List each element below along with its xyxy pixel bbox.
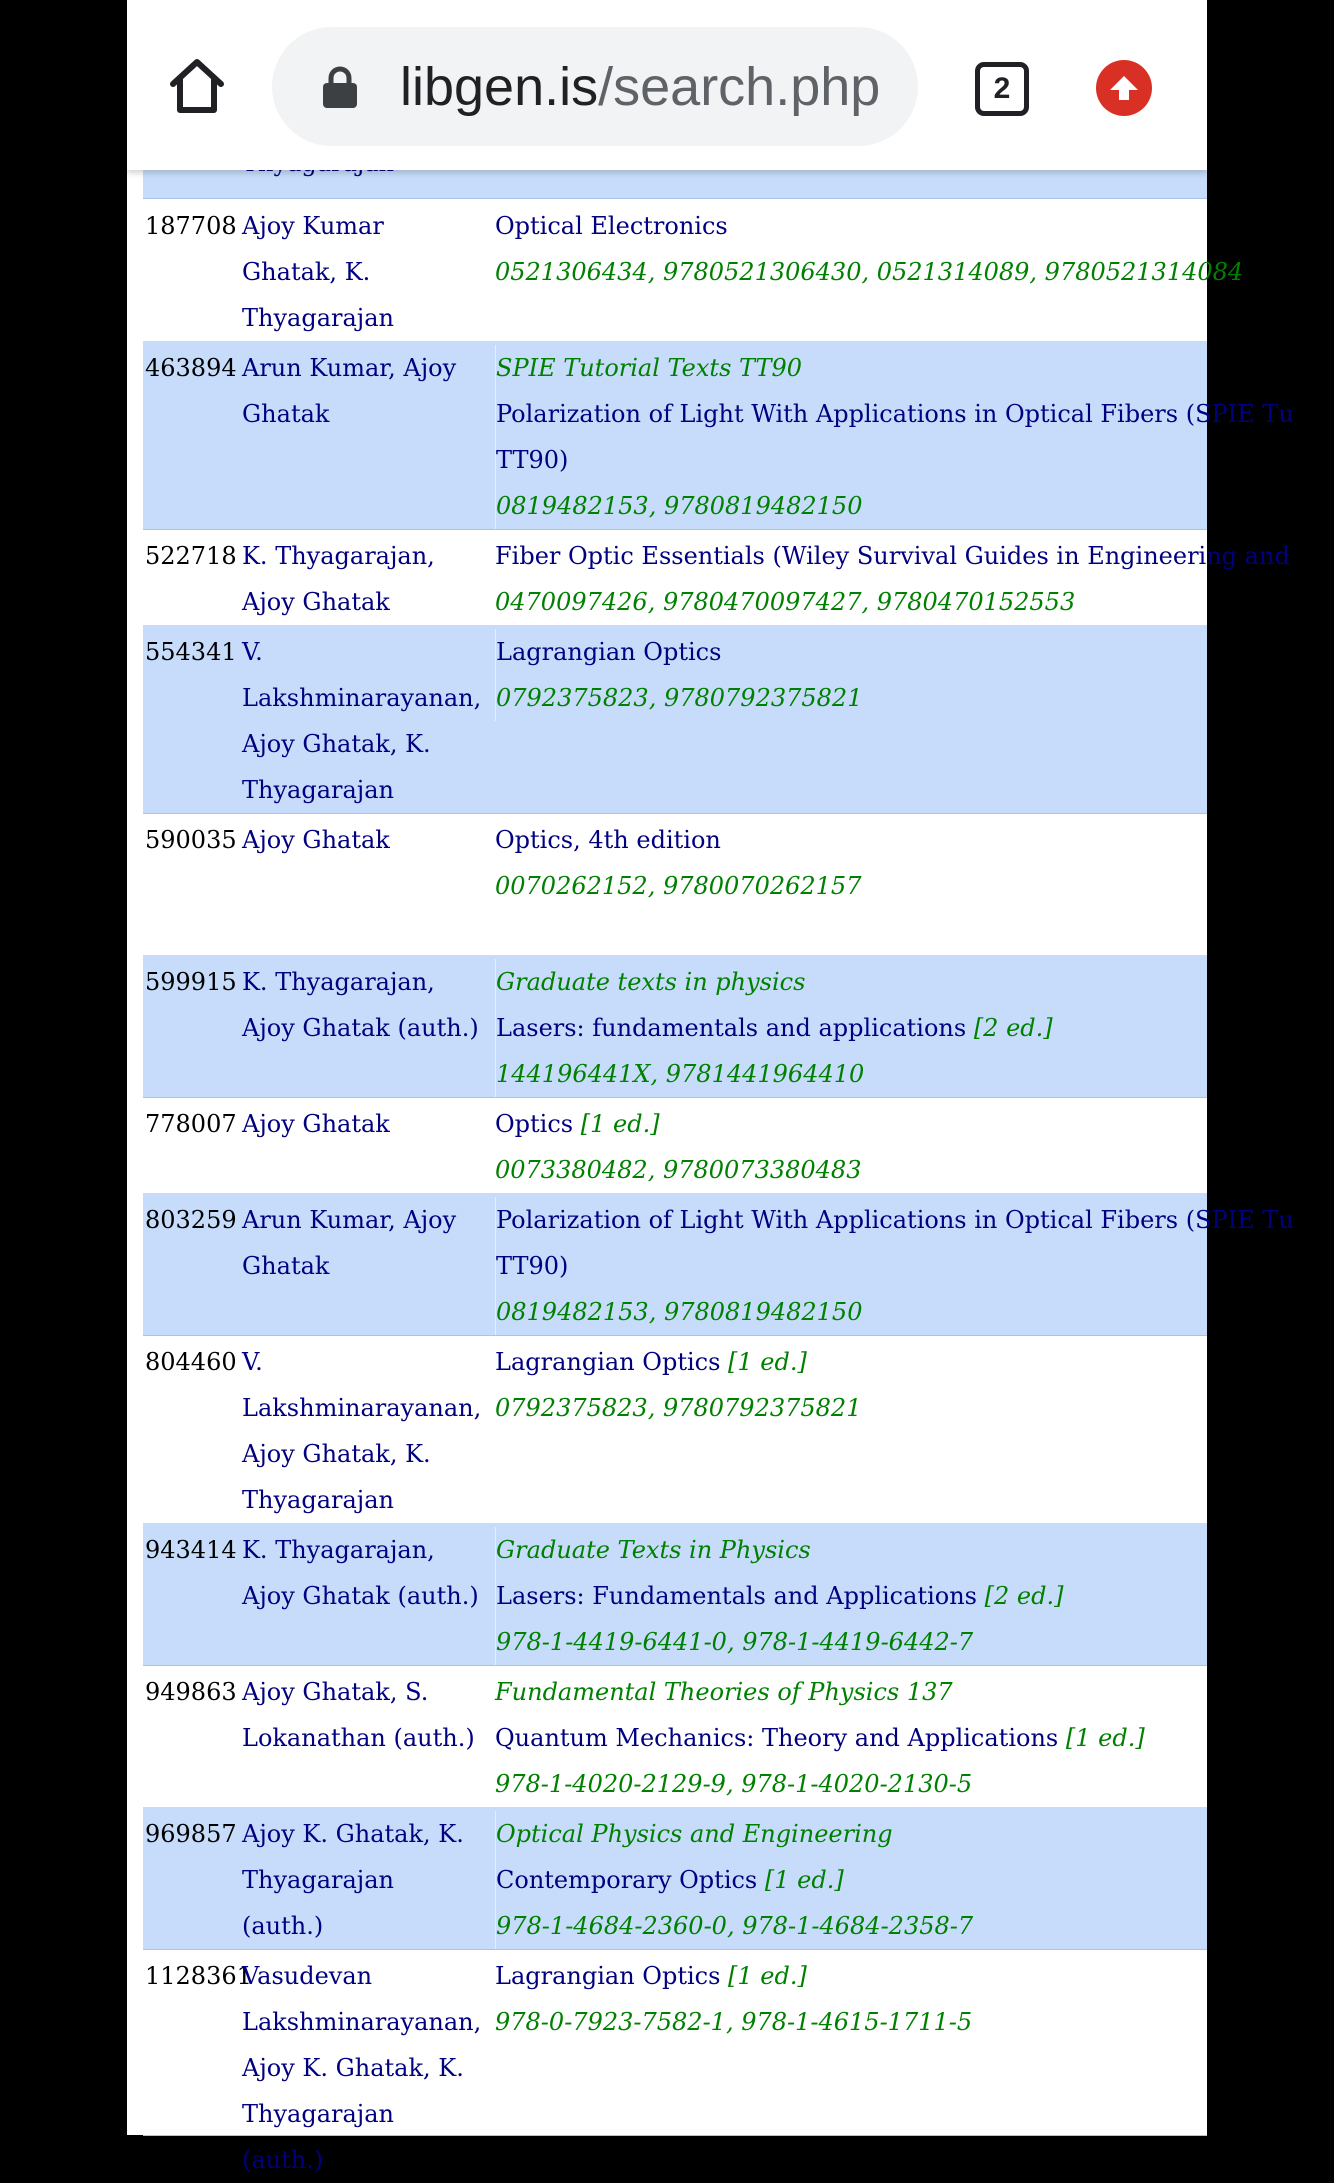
- author-line[interactable]: K. Thyagarajan,: [242, 1536, 435, 1564]
- table-row: [143, 1193, 1294, 1336]
- series-link[interactable]: Graduate Texts in Physics: [496, 1536, 811, 1564]
- title-cell: [495, 959, 1216, 1097]
- book-id: 778007: [145, 1110, 237, 1138]
- author-line[interactable]: V.: [242, 638, 263, 666]
- author-line[interactable]: Lakshminarayanan,: [242, 684, 482, 712]
- isbn-list: 0819482153, 9780819482150: [496, 492, 863, 520]
- table-row: [143, 1523, 1207, 1666]
- title-cell: [495, 533, 1290, 625]
- isbn-list: 0070262152, 9780070262157: [495, 872, 862, 900]
- title-cell: [495, 1527, 1216, 1665]
- author-line[interactable]: Ghatak: [242, 400, 330, 428]
- author-line[interactable]: Ajoy Ghatak (auth.): [242, 1014, 479, 1042]
- book-id: 522718: [145, 542, 237, 570]
- home-button[interactable]: [165, 54, 229, 118]
- author-line[interactable]: Ajoy Ghatak, K.: [242, 730, 431, 758]
- author-line[interactable]: Ghatak: [242, 1252, 330, 1280]
- table-row: [143, 199, 1244, 342]
- table-row: [143, 1665, 1207, 1808]
- table-row: [143, 625, 1207, 814]
- author-links[interactable]: [242, 1669, 482, 1761]
- phone-screen: [127, 0, 1294, 2174]
- table-row: [143, 1335, 1207, 1524]
- book-id: 949863: [145, 1678, 237, 1706]
- author-links[interactable]: [242, 345, 482, 437]
- title-link[interactable]: Fiber Optic Essentials (Wiley Survival Guides in Engineering and: [495, 542, 1290, 570]
- title-link[interactable]: Contemporary Optics: [496, 1866, 758, 1894]
- isbn-list: 0470097426, 9780470097427, 9780470152553: [495, 588, 1076, 616]
- series-link[interactable]: Graduate texts in physics: [496, 968, 806, 996]
- author-line[interactable]: Ajoy Ghatak: [242, 1110, 390, 1138]
- isbn-list: 978-1-4684-2360-0, 978-1-4684-2358-7: [496, 1912, 974, 1940]
- series-link[interactable]: Fundamental Theories of Physics 137: [495, 1678, 953, 1706]
- author-line[interactable]: Thyagarajan (auth.): [242, 1866, 394, 1940]
- author-links[interactable]: [242, 817, 482, 863]
- title-cell: [495, 203, 1244, 295]
- author-line[interactable]: K. Thyagarajan,: [242, 968, 435, 996]
- author-links[interactable]: [242, 1811, 482, 1949]
- author-line[interactable]: Ajoy K. Ghatak, K.: [242, 1820, 464, 1848]
- title-link[interactable]: Lasers: Fundamentals and Applications: [496, 1582, 977, 1610]
- table-row: [143, 1949, 1207, 2174]
- isbn-list: 978-1-4419-6441-0, 978-1-4419-6442-7: [496, 1628, 974, 1656]
- title-link[interactable]: Polarization of Light With Applications in Optical Fibers (SPIE Tu: [496, 400, 1294, 428]
- title-cell: [495, 345, 1294, 529]
- book-id: 804460: [145, 1348, 237, 1376]
- tab-switcher-button[interactable]: 2: [975, 62, 1029, 116]
- author-line[interactable]: Vasudevan: [242, 1962, 373, 1990]
- author-line[interactable]: Ghatak, K.: [242, 258, 371, 286]
- author-line[interactable]: Thyagarajan: [242, 1486, 394, 1514]
- edition-label: [1 ed.]: [728, 1348, 807, 1376]
- isbn-list: 144196441X, 9781441964410: [496, 1060, 865, 1088]
- edition-label: [2 ed.]: [973, 1014, 1053, 1042]
- isbn-list: 0792375823, 9780792375821: [496, 684, 863, 712]
- author-links[interactable]: [242, 533, 482, 625]
- edition-label: [1 ed.]: [1065, 1724, 1145, 1752]
- book-id: 1128361: [145, 1962, 252, 1990]
- title-link[interactable]: Optics: [495, 1110, 574, 1138]
- book-id: 463894: [145, 354, 237, 382]
- author-line[interactable]: Lakshminarayanan,: [242, 2008, 482, 2036]
- title-link[interactable]: Optical Electronics: [495, 212, 728, 240]
- book-id: 599915: [145, 968, 237, 996]
- table-row: [143, 341, 1294, 530]
- author-line[interactable]: Ajoy Ghatak (auth.): [242, 1582, 479, 1610]
- author-line[interactable]: K. Thyagarajan,: [242, 542, 435, 570]
- title-link[interactable]: Polarization of Light With Applications in Optical Fibers (SPIE Tu: [496, 1206, 1294, 1234]
- isbn-list: 0792375823, 9780792375821: [495, 1394, 862, 1422]
- table-row: [143, 529, 1290, 626]
- author-line[interactable]: V.: [242, 1348, 263, 1376]
- book-id: 187708: [145, 212, 237, 240]
- author-links[interactable]: [242, 629, 482, 813]
- title-cell: [495, 1197, 1294, 1335]
- edition-label: [2 ed.]: [984, 1582, 1064, 1610]
- author-links[interactable]: [242, 1953, 482, 2183]
- title-link[interactable]: TT90): [496, 1252, 569, 1280]
- series-link[interactable]: SPIE Tutorial Texts TT90: [496, 354, 803, 382]
- title-cell: [495, 629, 1216, 721]
- title-link[interactable]: Lagrangian Optics: [496, 638, 722, 666]
- title-cell: [495, 1101, 1215, 1193]
- isbn-list: 0819482153, 9780819482150: [496, 1298, 863, 1326]
- author-line[interactable]: Thyagarajan (auth.): [242, 2100, 394, 2174]
- book-id: 969857: [145, 1820, 237, 1848]
- author-links[interactable]: [242, 1527, 482, 1619]
- author-line[interactable]: Thyagarajan: [242, 304, 394, 332]
- author-line[interactable]: Arun Kumar, Ajoy: [242, 1206, 457, 1234]
- author-line[interactable]: Ajoy K. Ghatak, K.: [242, 2054, 464, 2082]
- home-icon: [165, 54, 229, 118]
- title-cell: [495, 1339, 1215, 1431]
- author-line[interactable]: Thyagarajan: [242, 776, 394, 804]
- book-id: 803259: [145, 1206, 237, 1234]
- author-line[interactable]: Ajoy Ghatak, K.: [242, 1440, 431, 1468]
- title-link[interactable]: Lagrangian Optics: [495, 1348, 721, 1376]
- author-line[interactable]: Arun Kumar, Ajoy: [242, 354, 457, 382]
- title-link[interactable]: Quantum Mechanics: Theory and Applications: [495, 1724, 1059, 1752]
- series-link[interactable]: Optical Physics and Engineering: [496, 1820, 893, 1848]
- edition-label: [1 ed.]: [764, 1866, 844, 1894]
- title-link[interactable]: Optics, 4th edition: [495, 826, 721, 854]
- author-line[interactable]: Lokanathan (auth.): [242, 1724, 475, 1752]
- book-id: 554341: [145, 638, 237, 666]
- title-cell: [495, 1953, 1215, 2045]
- title-cell: [495, 1669, 1215, 1807]
- author-links[interactable]: [242, 1197, 482, 1289]
- title-link[interactable]: TT90): [496, 446, 569, 474]
- table-row: [143, 813, 1207, 956]
- lock-icon: [322, 65, 358, 109]
- table-row: [143, 1097, 1207, 1194]
- title-link[interactable]: Lagrangian Optics: [495, 1962, 721, 1990]
- title-cell: [495, 817, 1215, 909]
- author-links[interactable]: [242, 959, 482, 1051]
- author-line[interactable]: Ajoy Ghatak: [242, 588, 390, 616]
- isbn-list: 0521306434, 9780521306430, 0521314089, 9780521314084: [495, 258, 1244, 286]
- browser-toolbar: [127, 0, 1207, 170]
- address-bar[interactable]: [272, 27, 918, 146]
- isbn-list: 978-1-4020-2129-9, 978-1-4020-2130-5: [495, 1770, 973, 1798]
- title-cell: [495, 1811, 1216, 1949]
- update-button[interactable]: [1096, 60, 1152, 116]
- url-text: libgen.is/search.php: [400, 57, 881, 117]
- table-row: [143, 955, 1207, 1098]
- author-links[interactable]: [242, 1101, 482, 1147]
- book-id: 590035: [145, 826, 237, 854]
- isbn-list: 0073380482, 9780073380483: [495, 1156, 862, 1184]
- author-line[interactable]: Ajoy Ghatak: [242, 826, 390, 854]
- author-line[interactable]: Ajoy Ghatak, S.: [242, 1678, 429, 1706]
- author-line[interactable]: Lakshminarayanan,: [242, 1394, 482, 1422]
- arrow-up-icon: [1108, 72, 1140, 104]
- edition-label: [1 ed.]: [580, 1110, 660, 1138]
- isbn-list: 978-0-7923-7582-1, 978-1-4615-1711-5: [495, 2008, 973, 2036]
- title-link[interactable]: Lasers: fundamentals and applications: [496, 1014, 967, 1042]
- book-id: 943414: [145, 1536, 237, 1564]
- table-row: [143, 1807, 1207, 1950]
- author-links[interactable]: [242, 1339, 482, 1523]
- author-line[interactable]: Ajoy Kumar: [242, 212, 384, 240]
- author-links[interactable]: [242, 203, 482, 341]
- edition-label: [1 ed.]: [728, 1962, 807, 1990]
